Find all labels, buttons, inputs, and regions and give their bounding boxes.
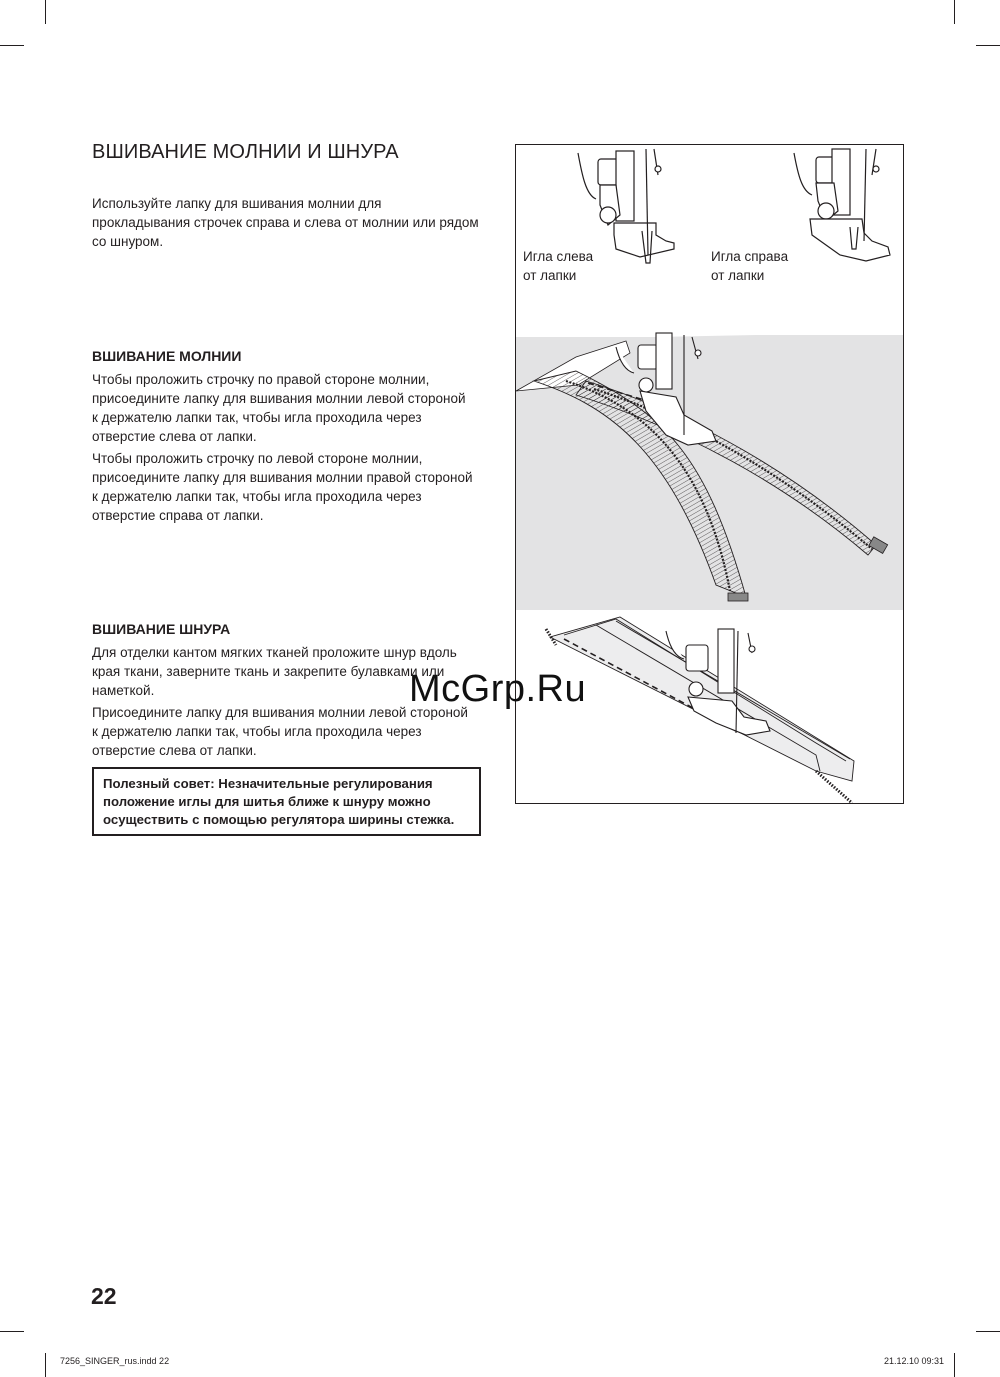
zipper-illustration — [516, 333, 903, 610]
crop-mark — [954, 0, 955, 24]
label-line: Игла слева — [523, 249, 594, 264]
watermark: McGrp.Ru — [409, 668, 587, 710]
zipper-heading: ВШИВАНИЕ МОЛНИИ — [92, 348, 242, 364]
presser-foot-left-icon — [578, 149, 674, 263]
footer-filename: 7256_SINGER_rus.indd 22 — [60, 1356, 170, 1366]
text-line: наметкой. — [92, 683, 155, 698]
cord-paragraph-2 — [92, 703, 492, 760]
zipper-paragraph-2 — [92, 449, 492, 525]
cord-illustration — [546, 617, 854, 803]
crop-mark — [0, 45, 24, 46]
label-line: Игла справа — [711, 249, 789, 264]
cord-heading: ВШИВАНИЕ ШНУРА — [92, 621, 231, 637]
intro-paragraph — [92, 194, 492, 251]
text-line: Чтобы проложить строчку по правой стороне молнии, — [92, 372, 430, 387]
text-line: присоедините лапку для вшивания молнии левой стороной — [92, 391, 466, 406]
crop-mark — [0, 1331, 24, 1332]
zipper-paragraph-1 — [92, 370, 492, 446]
crop-mark — [976, 1331, 1000, 1332]
label-needle-left — [523, 247, 593, 285]
footer-timestamp: 21.12.10 09:31 — [884, 1356, 945, 1366]
text-line: к держателю лапки так, чтобы игла проходила через — [92, 410, 422, 425]
text-line: отверстие справа от лапки. — [92, 508, 264, 523]
text-line: к держателю лапки так, чтобы игла проходила через — [92, 724, 422, 739]
tip-line: осуществить с помощью регулятора ширины стежка. — [103, 812, 455, 827]
text-line: Присоедините лапку для вшивания молнии левой стороной — [92, 705, 468, 720]
text-line: к держателю лапки так, чтобы игла проходила через — [92, 489, 422, 504]
intro-line: со шнуром. — [92, 234, 164, 249]
tip-box — [92, 767, 481, 836]
crop-mark — [954, 1353, 955, 1377]
presser-foot-right-icon — [794, 149, 890, 261]
intro-line: Используйте лапку для вшивания молнии для — [92, 196, 382, 211]
text-line: края ткани, заверните ткань и закрепите булавками или — [92, 664, 445, 679]
text-line: Для отделки кантом мягких тканей проложите шнур вдоль — [92, 645, 457, 660]
page-title: ВШИВАНИЕ МОЛНИИ И ШНУРА — [92, 141, 399, 163]
text-line: отверстие слева от лапки. — [92, 743, 257, 758]
tip-line: Полезный совет: Незначительные регулирования — [103, 776, 433, 791]
text-line: присоедините лапку для вшивания молнии правой стороной — [92, 470, 473, 485]
crop-mark — [976, 45, 1000, 46]
page-number: 22 — [91, 1283, 117, 1309]
intro-line: прокладывания строчек справа и слева от молнии или рядом — [92, 215, 479, 230]
label-line: от лапки — [523, 268, 577, 283]
tip-line: положение иглы для шитья ближе к шнуру можно — [103, 794, 431, 809]
crop-mark — [45, 1353, 46, 1377]
label-needle-right — [711, 247, 788, 285]
text-line: отверстие слева от лапки. — [92, 429, 257, 444]
crop-mark — [45, 0, 46, 24]
text-line: Чтобы проложить строчку по левой стороне молнии, — [92, 451, 423, 466]
label-line: от лапки — [711, 268, 765, 283]
